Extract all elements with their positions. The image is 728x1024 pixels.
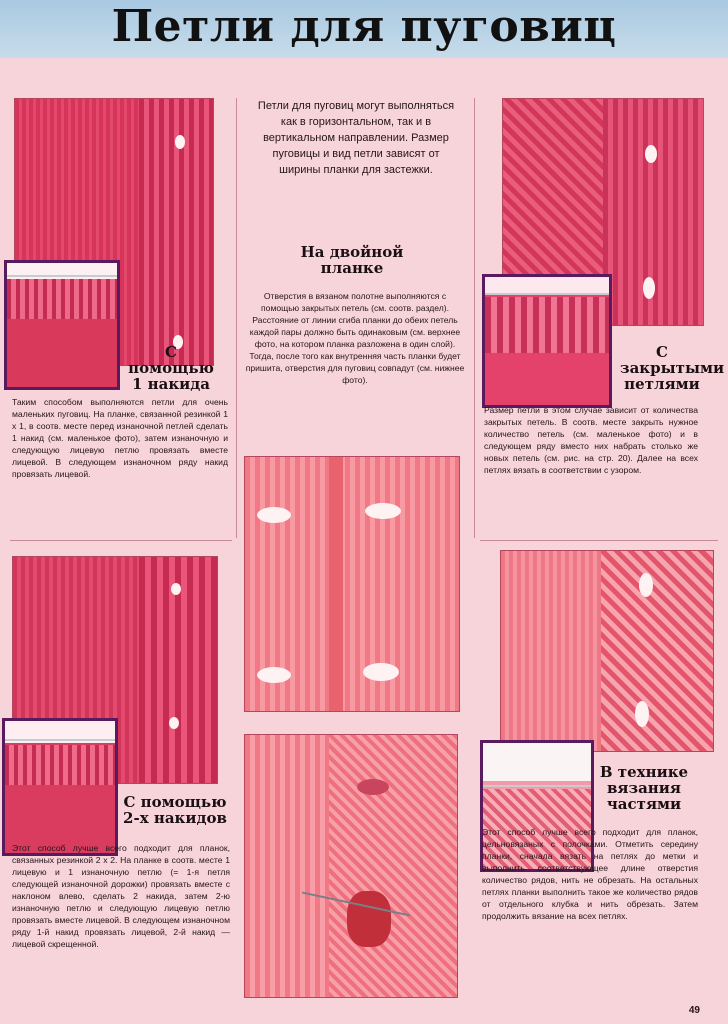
heading-one-yarnover: С помощью 1 накида <box>128 343 214 393</box>
row-divider <box>10 540 232 541</box>
buttonhole <box>363 663 399 681</box>
knit-inset-one-yarnover <box>4 260 120 390</box>
seam-band <box>329 735 457 997</box>
buttonhole <box>169 717 179 729</box>
buttonhole <box>257 507 291 523</box>
page-number: 49 <box>688 1005 700 1016</box>
inset-stitches <box>485 297 609 353</box>
text-double-band: Отверстия в вязаном полотне выполняются с помощью закрытых петель (см. соотв. раздел). Расстояние от линии сгиба планки до обеих петель каждой пары должно быть одинаковым (см. верхнее фото, на котором планка разложена в один слой). Тогда, после того как внутренняя часть планки будет пришита, отверстия для пуговиц совпадут (см. нижнее фото). <box>245 291 465 385</box>
inset-stitches <box>5 745 115 785</box>
buttonhole <box>635 701 649 727</box>
column-divider <box>236 98 237 538</box>
buttonhole <box>257 667 291 683</box>
text-partial-knitting: Этот способ лучше всего подходит для планок, цельновязаных с полочками. Отметить середину планки, сначала вязать на петлях до метки и выполнить соответствующее длине отверстия количество рядов, нить не обрезать. На остальных петлях планки выполнить такое же количество рядов от отдельного клубка и нить обрезать. Затем продолжить вязание на всех петлях. <box>482 827 698 921</box>
knit-photo-double-band-flat <box>244 456 460 712</box>
row-divider <box>480 540 718 541</box>
heading-two-yarnovers: С помощью 2-х накидов <box>123 793 227 827</box>
buttonhole <box>171 583 181 595</box>
buttonhole <box>365 503 401 519</box>
buttonhole <box>639 573 653 597</box>
page-title: Петли для пуговиц <box>111 1 617 52</box>
intro-text: Петли для пуговиц могут выполняться как в горизонтальном, так и в вертикальном направлении. Размер пуговицы и вид петли зависят от ширины планки для застежки. <box>257 100 455 176</box>
column-divider <box>474 98 475 538</box>
knit-photo-partial-knitting <box>500 550 714 752</box>
knitting-needle <box>5 739 115 741</box>
knit-inset-two-yarnovers <box>2 718 118 856</box>
text-bound-off: Размер петли в этом случае зависит от количества закрытых петель. В соотв. месте закрыть нужное количество петель (см. маленькое фото) и в следующем ряду вместо них набрать столько же новых петель (см. рис. на стр. 20). Далее на всех петлях вязать в соответствии с узором. <box>484 405 698 475</box>
heading-partial-knitting: В технике вязания частями <box>599 763 689 813</box>
heading-double-band: На двойной планке <box>300 243 404 277</box>
text-two-yarnovers: Этот способ лучше всего подходит для планок, связанных резинкой 2 x 2. На планке в соотв. месте 1 лицевую и 1 изнаночную петлю (= 1-я петля следующей изнаночной дорожки) провязать вместе с наклоном влево, сделать 2 накида, затем 2-ю изнаночную петлю и следующую лицевую петлю провязать вместе лицевой. В следующем изнаночном ряду 1-й накид провязать лицевой, 2-й накид — лицевой скрещенной. <box>12 843 230 949</box>
page-body <box>0 58 728 1024</box>
page-header <box>0 0 728 58</box>
heading-bound-off: С закрытыми петлями <box>620 343 725 393</box>
fold-line <box>329 457 343 711</box>
moss-band <box>601 551 713 751</box>
text-one-yarnover: Таким способом выполняются петли для очень маленьких пуговиц. На планке, связанной резинкой 1 x 1, в соотв. месте перед изнаночной петлей сделать 1 накид (см. маленькое фото), затем изнаночную и следующую лицевую петлю провязать вместе лицевой. В следующем изнаночном ряду накид провязать лицевой. <box>12 397 228 479</box>
knitting-needle <box>7 275 117 277</box>
buttonhole <box>357 779 389 795</box>
knit-photo-double-band-sewn <box>244 734 458 998</box>
buttonhole <box>643 277 655 299</box>
inset-stitches <box>7 279 117 319</box>
knitting-needle <box>483 785 591 787</box>
knitting-needle <box>485 293 609 295</box>
buttonhole <box>175 135 185 149</box>
knit-inset-bound-off <box>482 274 612 408</box>
buttonhole <box>645 145 657 163</box>
buttonhole <box>347 891 391 947</box>
inset-top <box>483 743 591 781</box>
